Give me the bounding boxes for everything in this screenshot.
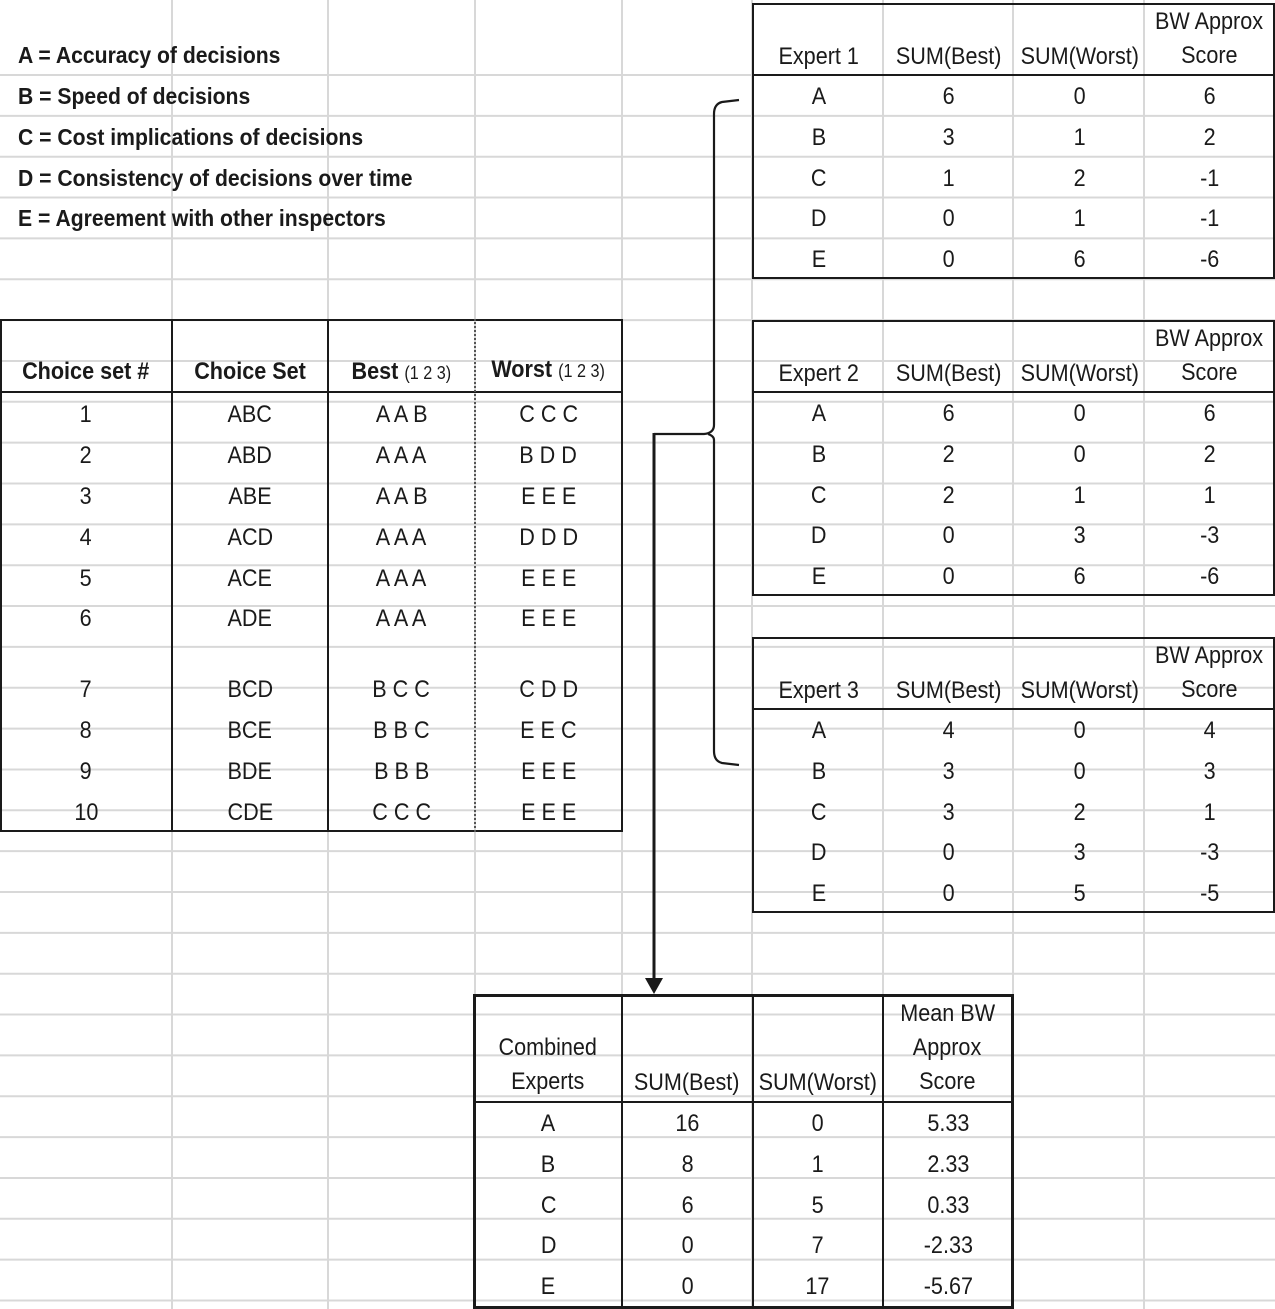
- sum-best-value: 0: [942, 839, 956, 867]
- sum-worst-value: 1: [811, 1150, 824, 1178]
- best-picks: A A B: [375, 401, 428, 428]
- arrow-head: [645, 978, 663, 994]
- sum-worst-value: 0: [1073, 440, 1086, 468]
- sum-best-value: 0: [942, 522, 956, 550]
- combined-header-best: SUM(Best): [634, 1069, 740, 1096]
- legend-e: E = Agreement with other inspectors: [18, 205, 386, 231]
- sum-best-value: 3: [942, 123, 956, 151]
- worst-picks: C C C: [519, 401, 578, 428]
- attribute-label: C: [811, 164, 827, 192]
- best-picks: A A B: [375, 483, 428, 510]
- attribute-label: D: [540, 1232, 557, 1260]
- sum-worst-value: 7: [811, 1232, 824, 1260]
- attribute-label: E: [811, 563, 827, 591]
- sum-best-value: 0: [681, 1232, 694, 1260]
- attribute-label: E: [811, 880, 827, 908]
- attribute-label: C: [811, 481, 827, 509]
- choice-set-number: 2: [79, 442, 93, 469]
- choice-set-items: ABD: [227, 442, 273, 469]
- bw-score-value: -6: [1199, 246, 1220, 274]
- choice-set-items: ACE: [227, 565, 273, 592]
- sum-best-value: 3: [942, 757, 956, 785]
- sum-worst-value: 6: [1073, 563, 1086, 591]
- best-picks: B C C: [372, 676, 431, 703]
- best-picks: B B B: [373, 758, 430, 785]
- legend-a: A = Accuracy of decisions: [18, 42, 281, 68]
- choice-set-number: 8: [79, 717, 93, 744]
- sum-best-header: SUM(Best): [896, 360, 1002, 387]
- worst-picks: B D D: [519, 442, 578, 469]
- worst-picks: E E E: [520, 758, 577, 785]
- choice-set-items: ABC: [227, 401, 273, 428]
- choice-set-items: ADE: [227, 605, 273, 632]
- choice-set-items: BCD: [227, 676, 273, 703]
- worst-picks: E E E: [520, 565, 577, 592]
- sum-worst-value: 17: [805, 1273, 830, 1301]
- attribute-label: D: [811, 839, 827, 867]
- header-choice-set-num: Choice set #: [22, 358, 150, 385]
- sum-best-value: 0: [942, 880, 956, 908]
- mean-bw-score-value: -2.33: [923, 1232, 973, 1260]
- attribute-label: D: [811, 522, 827, 550]
- sum-worst-value: 3: [1073, 839, 1086, 867]
- best-picks: A A A: [376, 565, 427, 592]
- bw-score-value: 1: [1203, 798, 1216, 826]
- bw-score-value: 6: [1203, 400, 1216, 427]
- attribute-label: D: [811, 205, 827, 233]
- sum-worst-value: 5: [811, 1191, 824, 1219]
- bw-score-header: BW Approx Score: [1155, 642, 1264, 703]
- combined-header-score: Mean BW Approx Score: [900, 1000, 995, 1095]
- sum-best-header: SUM(Best): [896, 677, 1002, 704]
- attribute-label: B: [541, 1150, 556, 1178]
- expert-name-header: Expert 2: [778, 360, 860, 387]
- attribute-label: C: [540, 1191, 557, 1219]
- bracket-upper: [654, 100, 739, 434]
- sum-best-value: 2: [942, 440, 956, 468]
- mean-bw-score-value: 5.33: [926, 1110, 970, 1137]
- best-picks: A A A: [376, 442, 427, 469]
- worst-picks: E E E: [520, 483, 577, 510]
- bw-score-value: 4: [1203, 717, 1216, 744]
- sum-best-value: 1: [942, 164, 956, 192]
- attribute-label: A: [811, 400, 827, 427]
- sum-worst-value: 0: [811, 1110, 824, 1137]
- sum-worst-header: SUM(Worst): [1020, 43, 1139, 70]
- sum-best-value: 16: [675, 1110, 700, 1137]
- bw-score-value: -5: [1199, 880, 1220, 908]
- combined-header-worst: SUM(Worst): [758, 1069, 877, 1096]
- choice-set-number: 9: [79, 758, 93, 785]
- choice-set-items: BCE: [227, 717, 273, 744]
- bw-score-value: -1: [1199, 205, 1220, 233]
- sum-best-value: 2: [942, 481, 956, 509]
- sum-best-value: 4: [942, 717, 956, 744]
- sum-best-value: 0: [942, 205, 956, 233]
- legend-b: B = Speed of decisions: [18, 83, 251, 109]
- attribute-label: E: [541, 1273, 556, 1301]
- legend-c: C = Cost implications of decisions: [18, 124, 364, 150]
- worst-picks: D D D: [519, 524, 578, 551]
- best-picks: A A A: [376, 605, 427, 632]
- bw-score-value: 3: [1203, 757, 1216, 785]
- choice-set-number: 1: [79, 401, 93, 428]
- attribute-label: B: [811, 440, 827, 468]
- sum-worst-value: 6: [1073, 246, 1086, 274]
- sum-worst-value: 0: [1073, 717, 1086, 744]
- sum-worst-value: 2: [1073, 164, 1086, 192]
- header-choice-set: Choice Set: [194, 358, 306, 385]
- sum-worst-value: 0: [1073, 400, 1086, 427]
- mean-bw-score-value: 2.33: [926, 1150, 970, 1178]
- bw-score-header: BW Approx Score: [1155, 325, 1264, 386]
- attribute-label: C: [811, 798, 827, 826]
- bracket-lower: [708, 434, 739, 765]
- sum-worst-value: 1: [1073, 123, 1086, 151]
- expert-name-header: Expert 3: [778, 677, 860, 704]
- attribute-label: A: [541, 1110, 556, 1137]
- bw-score-value: 6: [1203, 83, 1216, 110]
- choice-set-number: 10: [73, 799, 99, 826]
- attribute-label: E: [811, 246, 827, 274]
- sum-best-value: 0: [942, 563, 956, 591]
- choice-set-number: 3: [79, 483, 93, 510]
- choice-set-items: CDE: [227, 799, 273, 826]
- sum-best-value: 3: [942, 798, 956, 826]
- sum-best-value: 0: [681, 1273, 694, 1301]
- sum-worst-value: 3: [1073, 522, 1086, 550]
- combined-header-name: Combined Experts: [498, 1034, 598, 1095]
- sum-best-value: 6: [942, 400, 956, 427]
- legend-d: D = Consistency of decisions over time: [18, 165, 413, 191]
- sum-best-value: 0: [942, 246, 956, 274]
- worst-picks: E E E: [520, 799, 577, 826]
- sum-worst-value: 0: [1073, 757, 1086, 785]
- choice-set-number: 6: [79, 605, 93, 632]
- worst-picks: E E E: [520, 605, 577, 632]
- sum-worst-value: 1: [1073, 481, 1086, 509]
- sum-best-value: 6: [942, 83, 956, 110]
- bw-score-value: 2: [1203, 123, 1216, 151]
- expert-name-header: Expert 1: [778, 43, 860, 70]
- bw-score-value: 1: [1203, 481, 1216, 509]
- sum-worst-value: 1: [1073, 205, 1086, 233]
- bw-score-header: BW Approx Score: [1155, 8, 1264, 69]
- choice-set-items: ACD: [227, 524, 273, 551]
- sum-worst-header: SUM(Worst): [1020, 677, 1139, 704]
- best-picks: B B C: [373, 717, 430, 744]
- worst-picks: C D D: [519, 676, 578, 703]
- choice-set-number: 5: [79, 565, 93, 592]
- mean-bw-score-value: -5.67: [923, 1273, 973, 1301]
- choice-set-number: 4: [79, 524, 93, 551]
- sum-best-header: SUM(Best): [896, 43, 1002, 70]
- attribute-label: B: [811, 757, 827, 785]
- header-best: Best (1 2 3): [351, 358, 452, 385]
- bw-score-value: -3: [1199, 522, 1220, 550]
- choice-set-items: ABE: [228, 483, 272, 510]
- sum-worst-value: 2: [1073, 798, 1086, 826]
- sum-worst-value: 5: [1073, 880, 1086, 908]
- choice-set-items: BDE: [227, 758, 273, 785]
- bw-score-value: -3: [1199, 839, 1220, 867]
- bw-score-value: -1: [1199, 164, 1220, 192]
- sum-best-value: 6: [681, 1191, 694, 1219]
- sum-worst-header: SUM(Worst): [1020, 360, 1139, 387]
- attribute-label: A: [811, 717, 827, 744]
- mean-bw-score-value: 0.33: [926, 1191, 970, 1219]
- worst-picks: E E C: [520, 717, 577, 744]
- header-worst: Worst (1 2 3): [491, 356, 606, 383]
- sum-best-value: 8: [681, 1150, 694, 1178]
- best-picks: A A A: [376, 524, 427, 551]
- bw-score-value: -6: [1199, 563, 1220, 591]
- attribute-label: B: [811, 123, 827, 151]
- bw-score-value: 2: [1203, 440, 1216, 468]
- choice-set-number: 7: [79, 676, 93, 703]
- sum-worst-value: 0: [1073, 83, 1086, 110]
- attribute-label: A: [811, 83, 827, 110]
- best-picks: C C C: [372, 799, 431, 826]
